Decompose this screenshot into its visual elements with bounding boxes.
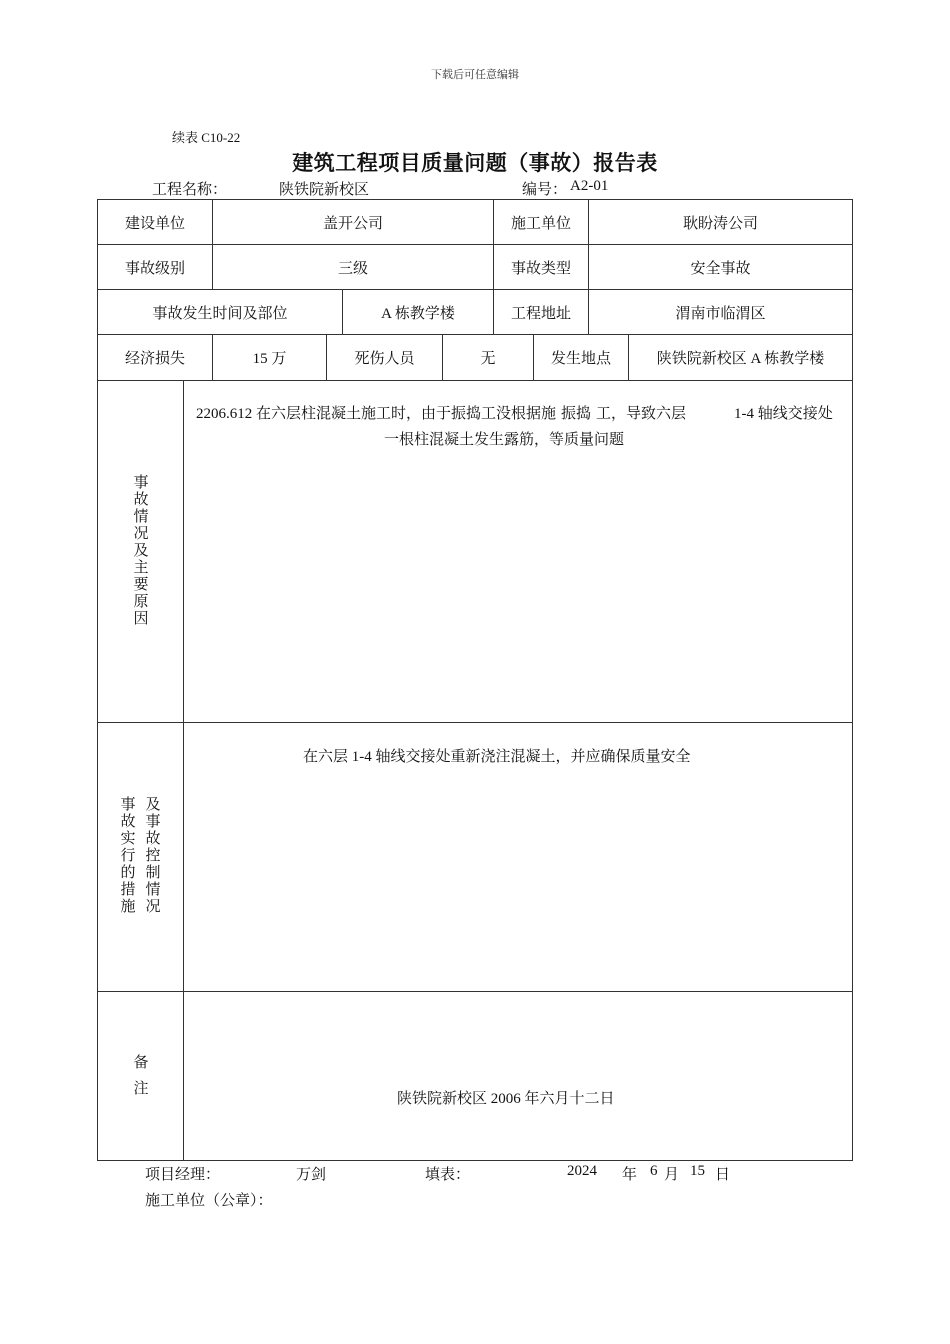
header-note: 下载后可任意编辑 (431, 69, 519, 81)
remarks-text: 陕铁院新校区 2006 年六月十二日 (397, 1091, 615, 1107)
date-day-unit: 日 (715, 1167, 731, 1183)
measures-label-col1: 事 故 实 行 的 措 施 (120, 797, 136, 915)
accident-level-value: 三级 (337, 260, 368, 277)
seal-label: 施工单位（公章）： (145, 1193, 273, 1209)
project-name-label: 工程名称： (152, 182, 228, 198)
project-name-value: 陕铁院新校区 (279, 182, 370, 198)
loss-label: 经济损失 (124, 351, 185, 367)
address-label: 工程地址 (510, 305, 571, 322)
contractor-value: 耿盼涛公司 (682, 215, 758, 232)
time-place-value: A 栋教学楼 (381, 305, 455, 322)
date-year-unit: 年 (622, 1167, 638, 1183)
manager-value: 万剑 (296, 1167, 327, 1183)
accident-type-value: 安全事故 (690, 260, 751, 277)
situation-text-line1-b: 工，导致六层 (596, 406, 687, 422)
accident-type-label: 事故类型 (510, 260, 571, 277)
address-value: 渭南市临渭区 (675, 305, 766, 322)
location-label: 发生地点 (550, 351, 611, 367)
loss-value: 15 万 (252, 351, 287, 367)
manager-label: 项目经理： (145, 1167, 221, 1183)
project-code-label: 编号： (522, 182, 568, 198)
measures-label-col2: 及 事 故 控 制 情 况 (145, 797, 161, 915)
remarks-label: 备 注 (133, 1055, 149, 1097)
accident-level-label: 事故级别 (124, 260, 185, 277)
casualty-value: 无 (480, 351, 496, 367)
filler-label: 填表： (425, 1167, 471, 1183)
date-day: 15 (690, 1163, 705, 1179)
measures-text: 在六层 1-4 轴线交接处重新浇注混凝土，并应确保质量安全 (303, 749, 691, 765)
location-value: 陕铁院新校区 A 栋教学楼 (656, 351, 825, 367)
date-month: 6 (650, 1163, 658, 1179)
situation-text-line1-overlap: 振捣 (561, 406, 592, 422)
situation-text-line1-a: 2206.612 在六层柱混凝土施工时，由于振捣工没根据施 (196, 406, 557, 422)
owner-value: 盖开公司 (322, 215, 383, 232)
date-year: 2024 (567, 1163, 597, 1179)
casualty-label: 死伤人员 (354, 351, 415, 367)
situation-label: 事 故 情 况 及 主 要 原 因 (133, 475, 149, 627)
owner-label: 建设单位 (124, 215, 185, 232)
time-place-label: 事故发生时间及部位 (152, 305, 288, 322)
page-title: 建筑工程项目质量问题（事故）报告表 (292, 151, 658, 175)
situation-text-line2: 一根柱混凝土发生露筋，等质量问题 (384, 432, 625, 448)
date-month-unit: 月 (664, 1167, 680, 1183)
situation-text-line1-c: 1-4 轴线交接处 (734, 406, 833, 422)
project-code-value: A2-01 (570, 178, 609, 194)
contractor-label: 施工单位 (510, 215, 571, 232)
form-number: 续表 C10-22 (172, 130, 241, 145)
